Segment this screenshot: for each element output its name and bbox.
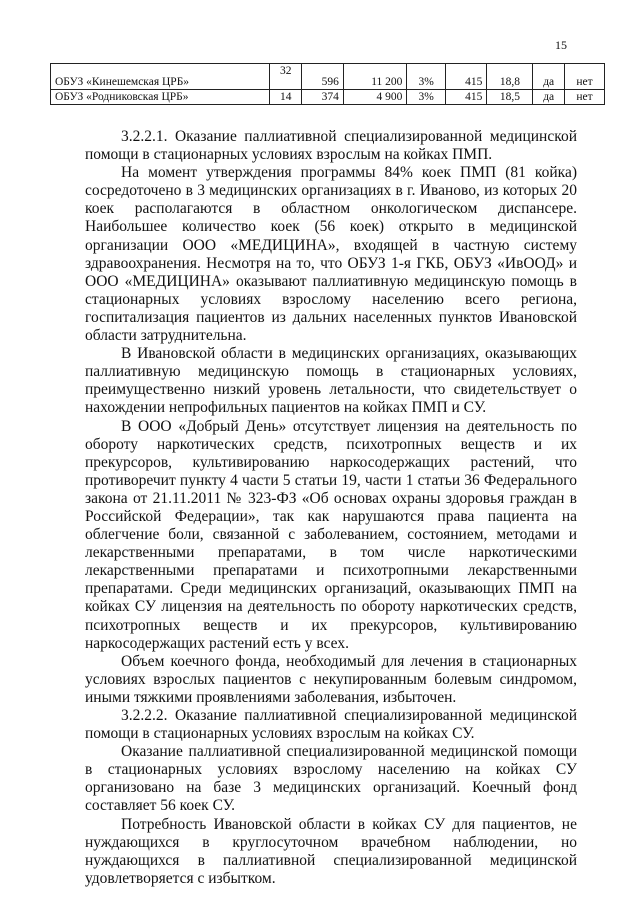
table-cell: да <box>533 90 565 105</box>
table-cell: да <box>533 64 565 90</box>
table-cell: 374 <box>302 90 343 105</box>
table-cell: нет <box>564 90 604 105</box>
table-cell: ОБУЗ «Родниковская ЦРБ» <box>51 90 270 105</box>
data-table <box>50 63 605 105</box>
table-cell: 18,8 <box>487 64 533 90</box>
paragraph: На момент утверждения программы 84% коек ПМП (81 койка) сосредоточено в 3 медицинских организациях в г. Иваново, из которых 20 коек располагаются в областном онкологическом диспансере. Наибольшее количество коек (56 коек) открыто в медицинской организации ООО «МЕДИЦИНА», входящей в частную систему здравоохранения. Несмотря на то, что ОБУЗ 1-я ГКБ, ОБУЗ «ИвООД» и ООО «МЕДИЦИНА» оказывают паллиативную медицинскую помощь в стационарных условиях взрослому населению всего региона, госпитализация пациентов из дальних населенных пунктов Ивановской области затруднительна. <box>85 164 577 345</box>
table-row <box>51 90 605 105</box>
table-cell: 3% <box>407 64 445 90</box>
paragraph: 3.2.2.1. Оказание паллиативной специализированной медицинской помощи в стационарных условиях взрослым на койках ПМП. <box>85 128 577 164</box>
table-cell: 3% <box>407 90 445 105</box>
table-cell: 415 <box>445 90 486 105</box>
body-text <box>85 128 577 888</box>
paragraph: 3.2.2.2. Оказание паллиативной специализированной медицинской помощи в стационарных условиях взрослым на койках СУ. <box>85 707 577 743</box>
table-cell: 596 <box>302 64 343 90</box>
paragraph: Оказание паллиативной специализированной медицинской помощи в стационарных условиях взрослому населению на койках СУ организовано на базе 3 медицинских организаций. Коечный фонд составляет 56 коек СУ. <box>85 743 577 815</box>
table-cell: нет <box>564 64 604 90</box>
paragraph: Объем коечного фонда, необходимый для лечения в стационарных условиях взрослых пациентов с некупированным болевым синдромом, иными тяжкими проявлениями заболевания, избыточен. <box>85 652 577 706</box>
table-cell: 18,5 <box>487 90 533 105</box>
table-row <box>51 64 605 90</box>
page-number: 15 <box>555 38 567 52</box>
table-cell: 11 200 <box>343 64 407 90</box>
table-cell: 32 <box>270 64 302 90</box>
paragraph: В Ивановской области в медицинских организациях, оказывающих паллиативную медицинскую помощь в стационарных условиях, преимущественно низкий уровень летальности, что свидетельствует о нахождении непрофильных пациентов на койках ПМП и СУ. <box>85 345 577 417</box>
table-cell: 415 <box>445 64 486 90</box>
paragraph: Потребность Ивановской области в койках СУ для пациентов, не нуждающихся в круглосуточном врачебном наблюдении, но нуждающихся в паллиативной специализированной медицинской удовлетворяется с избытком. <box>85 815 577 887</box>
table-cell: ОБУЗ «Кинешемская ЦРБ» <box>51 64 270 90</box>
table-cell: 4 900 <box>343 90 407 105</box>
paragraph: В ООО «Добрый День» отсутствует лицензия на деятельность по обороту наркотических средств, психотропных веществ и их прекурсоров, культивированию наркосодержащих растений, что противоречит пункту 4 части 5 статьи 19, части 1 статьи 36 Федерального закона от 21.11.2011 № 323-ФЗ «Об основах охраны здоровья граждан в Российской Федерации», так как нарушаются права пациента на облегчение боли, связанной с заболеванием, состоянием, методами и лекарственными препаратами, в том числе наркотическими лекарственными препаратами и психотропными лекарственными препаратами. Среди медицинских организаций, оказывающих ПМП на койках СУ лицензия на деятельность по обороту наркотических средств, психотропных веществ и их прекурсоров, культивированию наркосодержащих растений есть у всех. <box>85 417 577 652</box>
table-cell: 14 <box>270 90 302 105</box>
